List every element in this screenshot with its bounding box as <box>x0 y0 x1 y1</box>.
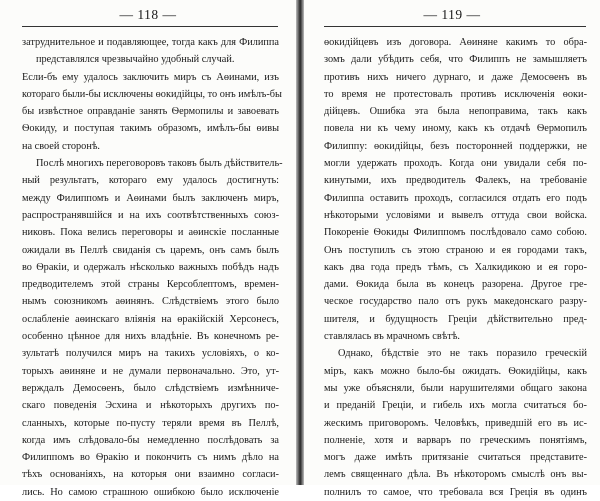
text-line: распространявшійся и на ихъ соотвѣтственныхъ союз- <box>22 209 279 221</box>
text-line: могъ даже имѣть притязаніе считаться представите- <box>324 452 587 464</box>
text-line: Филиппу: ѳокидійцы, безъ посторонней поддержки, не <box>324 140 587 152</box>
text-line: дами. Ѳокида была въ конецъ разорена. Другое гре- <box>324 279 587 291</box>
header-rule <box>324 26 586 27</box>
text-line: міръ, какъ можно было-бы ожидать. Ѳокидійцы, какъ <box>324 365 587 377</box>
text-line: Послѣ многихъ переговоровъ таковъ былъ дѣйствитель- <box>36 158 283 170</box>
text-line: ожидали въ Пеллѣ свиданія съ царемъ, онъ самъ былъ <box>22 244 279 256</box>
text-line: предводителемъ этой страны Керсоблептомъ, времен- <box>22 279 279 291</box>
text-line: какъ два года предъ тѣмъ, съ Халкидикою и ея горо- <box>324 261 587 273</box>
text-line: полненіе, хотя и варваръ по греческимъ понятіямъ, <box>324 434 587 446</box>
page-body-text <box>324 34 587 501</box>
text-line: Онъ поступилъ съ этою страною и ея городами такъ, <box>324 244 587 256</box>
text-line: полнилъ то самое, что требовала вся Греція въ одинъ <box>324 486 587 498</box>
text-line: Филиппа оставить проходъ, согласился отдать его подъ <box>324 192 587 204</box>
text-line: между Филиппомъ и Аѳинами былъ заключенъ миръ, <box>22 192 279 204</box>
text-line: бы извѣстное оправданіе занять Ѳермопилы и завоевать <box>22 106 279 118</box>
text-line: дійцевъ. Ошибка эта была непоправима, такъ какъ <box>324 106 587 118</box>
text-line: особенно цѣнное для нихъ владѣніе. Въ конечномъ ре- <box>22 331 279 343</box>
text-line: Ѳокиду, и поступая такимъ образомъ, имѣлъ-бы ѳивы <box>22 123 279 135</box>
text-line: сланныхъ, которые по-пусту теряли время въ Пеллѣ, <box>22 417 279 429</box>
text-line: тѣхъ основаніяхъ, на которыя они взаимно согласи- <box>22 469 279 481</box>
text-line: повела ни къ чему иному, какъ къ отдачѣ Ѳермопилъ <box>324 123 587 135</box>
left-page <box>0 0 296 498</box>
page-number: — 118 — <box>119 7 177 22</box>
text-line: верждалъ Демосѳенъ, было слѣдствіемъ измѣнниче- <box>22 382 279 394</box>
text-line: лемъ священнаго дѣла. Въ нѣкоторомъ смыслѣ онъ вы- <box>324 469 587 481</box>
text-line: то время не протестовалъ противъ исключенія ѳоки- <box>324 88 587 100</box>
text-line: никовъ. Пока велись переговоры и аѳинскіе посланные <box>22 227 279 239</box>
text-line: нѣкоторыми условіями и вывелъ оттуда свои войска. <box>324 209 587 221</box>
text-line: на своей сторонѣ. <box>22 140 101 152</box>
text-line: ослабленіе аѳинскаго вліянія на ѳракійскій Херсонесъ, <box>22 313 279 325</box>
text-line: зомъ дали убѣдить себя, что Филиппъ не замышляетъ <box>324 54 587 66</box>
text-line: Если-бъ ему удалось заключить миръ съ Аѳинами, изъ <box>22 71 279 83</box>
text-line: Филиппомъ во Ѳракію и покончить съ нимъ дѣло на <box>22 452 279 464</box>
text-line: во Ѳракіи, и одержалъ нѣсколько важныхъ побѣдъ надъ <box>22 261 279 273</box>
text-line: котораго были-бы исключены ѳокидійцы, то онъ имѣлъ-бы <box>22 88 282 100</box>
text-line: ставлялась въ мрачномъ свѣтѣ. <box>324 331 460 343</box>
text-line: затруднительное и подавляющее, тогда какъ для Филиппа <box>22 37 279 48</box>
header-rule <box>22 26 278 27</box>
text-line: торыхъ аѳиняне и не думали первоначально. Это, ут- <box>22 365 279 377</box>
page-body-text <box>22 34 283 501</box>
right-page <box>304 0 600 498</box>
text-line: лись. Но самою страшною ошибкою было исключеніе <box>22 486 279 498</box>
page-number: — 119 — <box>423 7 481 22</box>
text-line: Однако, бѣдствіе это не такъ поразило греческій <box>338 348 587 360</box>
text-line: мы уже объясняли, были нарушителями общаго закона <box>324 382 587 394</box>
text-line: ѳокидійцевъ изъ договора. Аѳиняне какимъ то обра- <box>324 37 587 48</box>
text-line: жескимъ приговоромъ. Человѣкъ, приведшій его въ ис- <box>324 417 587 429</box>
text-line: ческое государство пало отъ рукъ македонскаго разру- <box>324 296 587 308</box>
text-line: нымъ союзникомъ аѳинянъ. Слѣдствіемъ этого было <box>22 296 279 308</box>
text-line: противъ нихъ ничего дурнаго, и даже Демосѳенъ въ <box>324 71 587 83</box>
book-gutter <box>296 0 304 485</box>
text-line: зультатѣ получился миръ на такихъ условіяхъ, о ко- <box>22 348 279 360</box>
text-line: когда имъ слѣдовало-бы немедленно послѣдовать за <box>22 434 279 446</box>
text-line: кинутыми, ихъ предводитель Фалекъ, на требованіе <box>324 175 587 187</box>
text-line: скаго поведенія Эсхина и нѣкоторыхъ другихъ по- <box>22 400 279 412</box>
text-line: представлялся чрезвычайно удобный случай. <box>36 54 235 66</box>
text-line: ный результатъ, котораго ему удалось достигнуть: <box>22 175 279 187</box>
text-line: шителя, и будущность Греціи дѣйствительно пред- <box>324 313 587 325</box>
text-line: и преданій Греціи, и гибель ихъ могла считаться бо- <box>324 400 587 412</box>
text-line: Покореніе Ѳокиды Филиппомъ послѣдовало само собою. <box>324 227 587 239</box>
text-line: могли удержать проходъ. Когда они увидали себя по- <box>324 158 587 170</box>
